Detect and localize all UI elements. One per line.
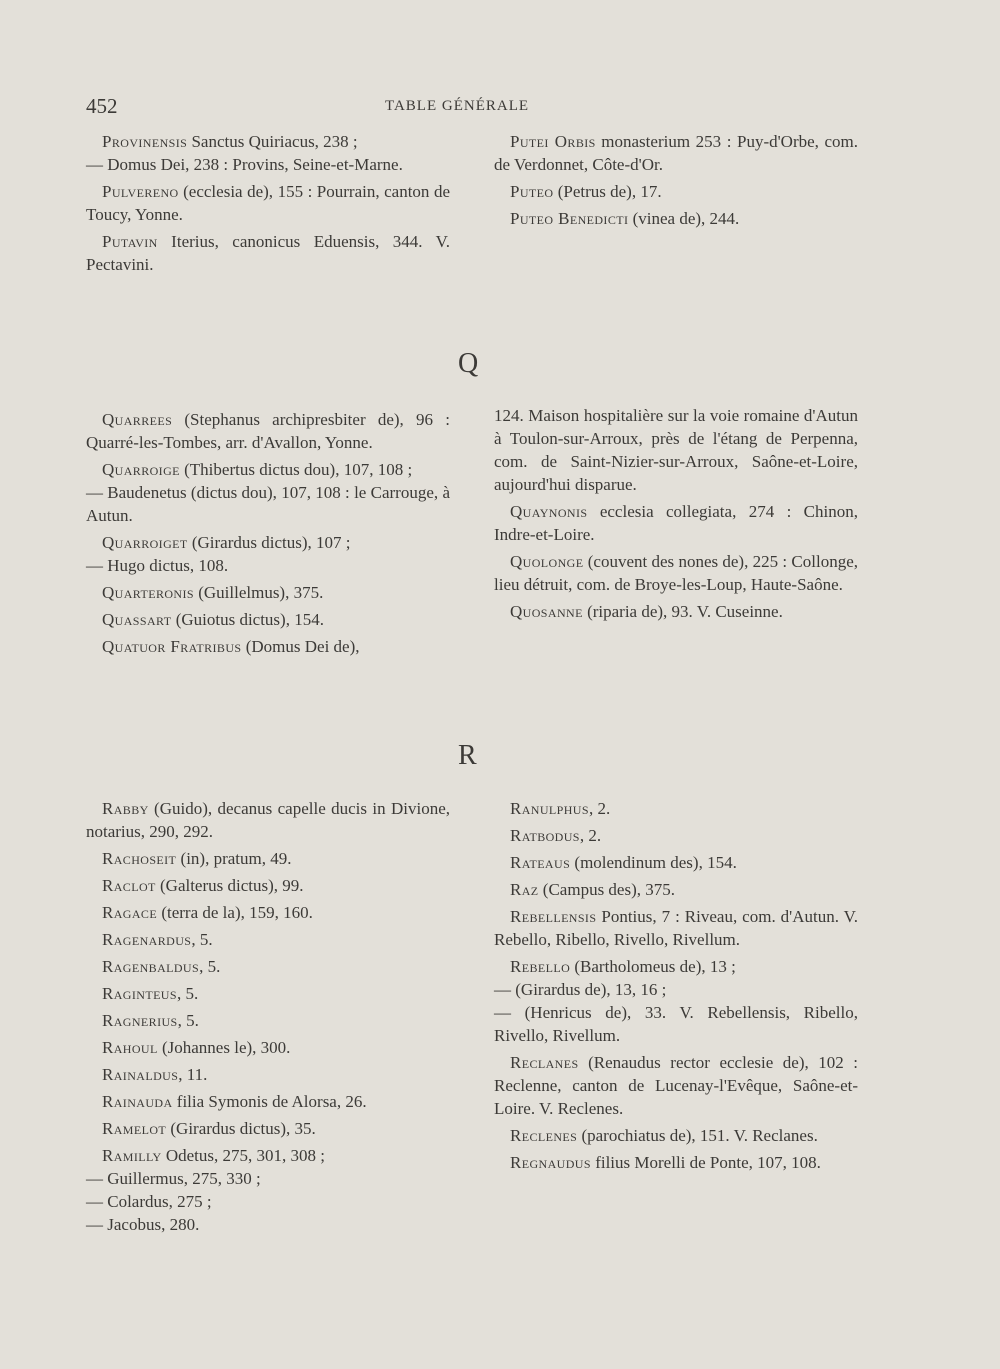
entry-text: — Jacobus, 280. (86, 1215, 200, 1234)
page-number: 452 (86, 94, 118, 118)
index-entry (86, 130, 450, 153)
entry-headword: Regnaudus (510, 1153, 591, 1172)
entry-headword: Ramelot (102, 1119, 167, 1138)
entry-text: , 5. (177, 1011, 199, 1030)
entry-text: — (Henricus de), 33. V. Rebellensis, Ribello, Rivello, Rivellum. (494, 1003, 858, 1045)
entry-text: (Galterus dictus), 99. (155, 876, 304, 895)
entry-text: (molendinum des), 154. (570, 853, 737, 872)
entry-text: Iterius, canonicus Eduensis, 344. V. Pectavini. (86, 232, 450, 274)
entry-headword: Puteo Benedicti (510, 209, 629, 228)
index-entry (86, 928, 450, 951)
index-entry (86, 153, 450, 176)
index-entry (86, 1190, 450, 1213)
index-entry (86, 180, 450, 226)
entry-headword: Ragace (102, 903, 158, 922)
index-entry (86, 481, 450, 527)
entry-text: — (Girardus de), 13, 16 ; (494, 980, 667, 999)
entry-headword: Quatuor Fratribus (102, 637, 242, 656)
entry-headword: Rahoul (102, 1038, 158, 1057)
entry-text: , 5. (176, 984, 199, 1003)
index-entry (494, 180, 858, 203)
entry-text: (Johannes le), 300. (157, 1038, 291, 1057)
entry-headword: Ranulphus (510, 799, 589, 818)
entry-headword: Quarrees (102, 410, 173, 429)
entry-headword: Reclenes (510, 1126, 578, 1145)
entry-headword: Rachoseit (102, 849, 177, 868)
index-entry (86, 1009, 450, 1032)
section-letter-q: Q (458, 348, 479, 379)
entry-headword: Quarroige (102, 460, 180, 479)
entry-headword: Putei Orbis (510, 132, 596, 151)
entry-text: filius Morelli de Ponte, 107, 108. (590, 1153, 821, 1172)
entry-text: (Girardus dictus), 35. (166, 1119, 316, 1138)
index-entry (86, 1090, 450, 1113)
index-entry (86, 608, 450, 631)
index-entry (494, 600, 858, 623)
entry-text: (Renaudus rector ecclesie de), 102 : Reclenne, canton de Lucenay-l'Evêque, Saône-et-Loire. V. Reclenes. (494, 1053, 858, 1118)
entry-headword: Quolonge (510, 552, 584, 571)
entry-headword: Ratbodus (510, 826, 580, 845)
entry-headword: Pulvereno (102, 182, 179, 201)
index-entry (494, 978, 858, 1001)
entry-text: 124. Maison hospitalière sur la voie romaine d'Autun à Toulon-sur-Arroux, près de l'étang de Perpenna, com. de Saint-Nizier-sur-Arroux, Saône-et-Loire, aujourd'hui disparue. (494, 406, 858, 494)
r-right-column (494, 797, 858, 1178)
entry-headword: Provinensis (102, 132, 188, 151)
entry-headword: Quarteronis (102, 583, 194, 602)
r-left-column (86, 797, 450, 1240)
index-entry (86, 955, 450, 978)
index-entry (86, 635, 450, 658)
entry-text: (vinea de), 244. (628, 209, 740, 228)
entry-text: , 11. (178, 1065, 208, 1084)
entry-text: (Bartholomeus de), 13 ; (570, 957, 736, 976)
index-entry (494, 207, 858, 230)
index-entry (494, 1001, 858, 1047)
entry-text: (Girardus dictus), 107 ; (187, 533, 351, 552)
entry-headword: Rabby (102, 799, 149, 818)
entry-text: (in), pratum, 49. (176, 849, 292, 868)
index-entry (86, 581, 450, 604)
index-entry (86, 1117, 450, 1140)
entry-headword: Rebello (510, 957, 571, 976)
entry-headword: Raz (510, 880, 539, 899)
entry-text: Odetus, 275, 301, 308 ; (161, 1146, 325, 1165)
index-entry (494, 955, 858, 978)
entry-headword: Rainauda (102, 1092, 173, 1111)
entry-text: (Petrus de), 17. (553, 182, 662, 201)
entry-headword: Quaynonis (510, 502, 588, 521)
entry-headword: Ragenbaldus (102, 957, 200, 976)
entry-headword: Ramilly (102, 1146, 162, 1165)
entry-text: (parochiatus de), 151. V. Reclanes. (577, 1126, 818, 1145)
p-right-column (494, 130, 858, 234)
section-letter-r: R (458, 740, 477, 771)
index-entry (494, 824, 858, 847)
entry-headword: Reclanes (510, 1053, 579, 1072)
entry-text: (riparia de), 93. V. Cuseinne. (582, 602, 783, 621)
entry-text: — Guillermus, 275, 330 ; (86, 1169, 261, 1188)
entry-headword: Rateaus (510, 853, 571, 872)
entry-text: — Colardus, 275 ; (86, 1192, 212, 1211)
index-entry (86, 874, 450, 897)
entry-text: (Campus des), 375. (538, 880, 676, 899)
index-entry (86, 408, 450, 454)
entry-headword: Puteo (510, 182, 554, 201)
index-entry (494, 1051, 858, 1120)
index-entry (494, 550, 858, 596)
index-entry (86, 531, 450, 554)
entry-text: , 5. (199, 957, 221, 976)
entry-headword: Raclot (102, 876, 156, 895)
q-left-column (86, 408, 450, 662)
entry-headword: Putavin (102, 232, 158, 251)
entry-text: (Guido), decanus capelle ducis in Divione, notarius, 290, 292. (86, 799, 450, 841)
running-head: TABLE GÉNÉRALE (385, 98, 530, 114)
index-entry (494, 878, 858, 901)
entry-text: (Stephanus archipresbiter de), 96 : Quarré-les-Tombes, arr. d'Avallon, Yonne. (86, 410, 450, 452)
entry-text: , 2. (579, 826, 602, 845)
index-entry (86, 1213, 450, 1236)
entry-text: — Domus Dei, 238 : Provins, Seine-et-Marne. (86, 155, 403, 174)
index-entry (86, 1167, 450, 1190)
index-entry (86, 982, 450, 1005)
index-entry (494, 905, 858, 951)
index-entry (86, 1144, 450, 1167)
index-entry (86, 1036, 450, 1059)
entry-text: monasterium 253 : Puy-d'Orbe, com. de Verdonnet, Côte-d'Or. (494, 132, 858, 174)
index-entry (86, 1063, 450, 1086)
entry-text: , 2. (588, 799, 611, 818)
entry-text: — Hugo dictus, 108. (86, 556, 229, 575)
entry-text: Pontius, 7 : Riveau, com. d'Autun. V. Rebello, Ribello, Rivello, Rivellum. (494, 907, 858, 949)
index-entry (494, 500, 858, 546)
entry-headword: Rebellensis (510, 907, 597, 926)
entry-headword: Raginteus (102, 984, 177, 1003)
entry-text: , 5. (191, 930, 213, 949)
index-entry (86, 458, 450, 481)
index-entry (86, 901, 450, 924)
entry-text: filia Symonis de Alorsa, 26. (172, 1092, 367, 1111)
entry-text: ecclesia collegiata, 274 : Chinon, Indre-et-Loire. (494, 502, 858, 544)
index-entry (494, 1151, 858, 1174)
entry-headword: Ragnerius (102, 1011, 178, 1030)
entry-headword: Quosanne (510, 602, 583, 621)
entry-headword: Quassart (102, 610, 172, 629)
entry-text: Sanctus Quiriacus, 238 ; (187, 132, 358, 151)
entry-text: (ecclesia de), 155 : Pourrain, canton de Toucy, Yonne. (86, 182, 450, 224)
entry-headword: Rainaldus (102, 1065, 179, 1084)
index-entry (86, 554, 450, 577)
index-entry (494, 797, 858, 820)
entry-text: (Guiotus dictus), 154. (171, 610, 324, 629)
index-entry (86, 847, 450, 870)
index-entry (494, 1124, 858, 1147)
entry-text: (terra de la), 159, 160. (157, 903, 313, 922)
index-entry (494, 851, 858, 874)
p-left-column (86, 130, 450, 280)
entry-text: (Thibertus dictus dou), 107, 108 ; (179, 460, 413, 479)
entry-text: (Domus Dei de), (241, 637, 360, 656)
index-entry (86, 230, 450, 276)
index-entry (86, 797, 450, 843)
entry-headword: Ragenardus (102, 930, 192, 949)
entry-text: (couvent des nones de), 225 : Collonge, lieu détruit, com. de Broye-les-Loup, Haute-Saône. (494, 552, 858, 594)
index-entry (494, 130, 858, 176)
q-right-column (494, 408, 858, 627)
entry-text: (Guillelmus), 375. (193, 583, 324, 602)
entry-headword: Quarroiget (102, 533, 188, 552)
entry-text: — Baudenetus (dictus dou), 107, 108 : le Carrouge, à Autun. (86, 483, 450, 525)
index-entry (494, 404, 858, 496)
